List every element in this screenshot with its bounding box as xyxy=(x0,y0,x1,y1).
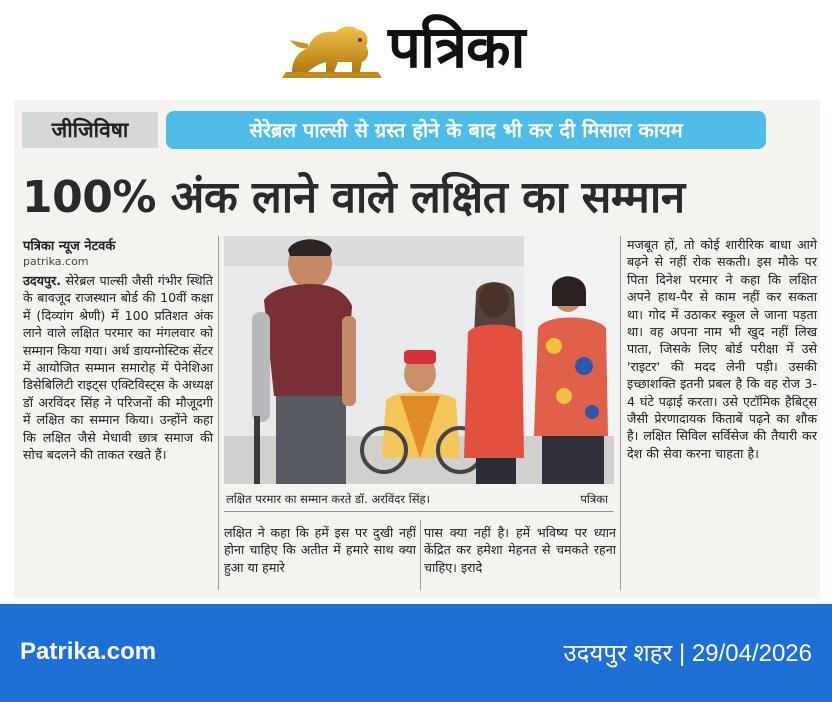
column-1-text: सेरेब्रल पाल्सी जैसी गंभीर स्थिति के बावजूद राजस्थान बोर्ड की 10वीं कक्षा में (दिव्यांग श्रेणी) में 100 प्रतिशत अंक लाने वाले लक्षित परमार का मंगलवार को सम्मान किया गया। अर्थ डायग्नोस्टिक सेंटर में आयोजित सम्मान समारोह में पेनेशिआ डिसेबिलिटी राइट्स एक्टिविस्ट्स के अध्यक्ष डॉ अरविंदर सिंह ने परिजनों की मौजूदगी में लक्षित का सम्मान किया। उन्होंने कहा कि लक्षित जैसे मेधावी छात्र समाज की सोच बदलने की ताकत रखते हैं। xyxy=(23,273,213,463)
article-column-1 xyxy=(23,272,213,463)
masthead-title: पत्रिका xyxy=(388,13,525,81)
kicker-label: जीजिविषा xyxy=(22,112,158,148)
article-column-3: पास क्या नहीं है। हमें भविष्य पर ध्यान केंद्रित कर हमेशा मेहनत से चमकते रहना चाहिए। इरादे xyxy=(424,525,616,575)
column-divider xyxy=(420,520,421,590)
article-photo xyxy=(224,236,614,484)
photo-credit: पत्रिका xyxy=(580,492,608,506)
headline: 100% अंक लाने वाले लक्षित का सम्मान xyxy=(22,172,685,223)
byline-site: patrika.com xyxy=(23,255,89,268)
photo-caption-bar xyxy=(224,487,614,512)
footer-edition: उदयपुर शहर | 29/04/2026 xyxy=(563,640,812,667)
footer-brand: Patrika.com xyxy=(20,638,157,665)
column-divider xyxy=(620,236,621,590)
masthead xyxy=(0,0,832,100)
article-column-2: लक्षित ने कहा कि हमें इस पर दुखी नहीं होना चाहिए कि अतीत में हमारे साथ क्या हुआ या हमारे xyxy=(224,525,416,575)
strap-headline: सेरेब्रल पाल्सी से ग्रस्त होने के बाद भी कर दी मिसाल कायम xyxy=(166,111,766,149)
article-column-4: मजबूत हों, तो कोई शारीरिक बाधा आगे बढ़ने से नहीं रोक सकती। इस मौके पर पिता दिनेश परमार ने कहा कि लक्षित अपने हाथ-पैर से काम नहीं कर सकता था। गोद में उठाकर स्कूल ले जाना पड़ता था। वह अपना नाम भी खुद नहीं लिख पाता, जिसके लिए बोर्ड परीक्षा में उसे 'राइटर' की मदद लेनी पड़ी। उसकी इच्छाशक्ति इतनी प्रबल है कि वह रोज 3-4 घंटे पढ़ाई करता। उसे एटॉमिक हैबिट्स जैसी प्रेरणादायक किताबें पढ़ने का शौक है। लक्षित सिविल सर्विसेज की तैयारी कर देश की सेवा करना चाहता है। xyxy=(627,237,817,461)
column-divider xyxy=(218,236,219,590)
byline: पत्रिका न्यूज नेटवर्क xyxy=(23,239,116,254)
lion-emblem-icon xyxy=(278,16,386,82)
photo-caption: लक्षित परमार का सम्मान करते डॉ. अरविंदर सिंह। xyxy=(226,492,430,506)
dateline: उदयपुर. xyxy=(23,273,61,288)
